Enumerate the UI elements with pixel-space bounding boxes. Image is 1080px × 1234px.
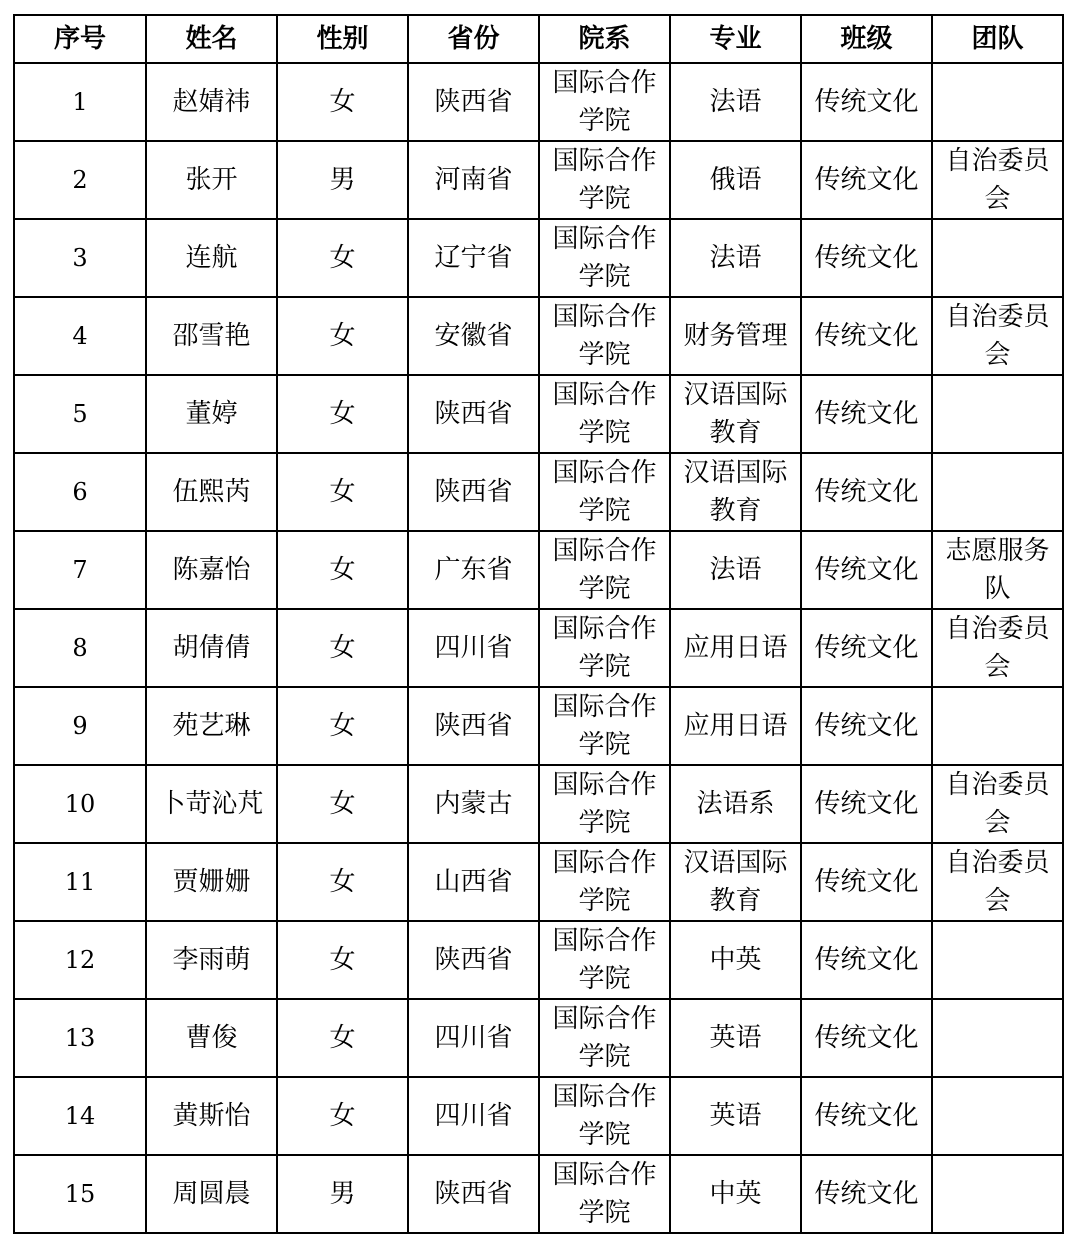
- cell-index: 7: [14, 531, 146, 609]
- cell-index: 10: [14, 765, 146, 843]
- cell-province: 陕西省: [408, 375, 539, 453]
- header-cell-province: 省份: [408, 15, 539, 63]
- cell-name: 周圆晨: [146, 1155, 277, 1233]
- cell-college: 国际合作学院: [539, 63, 670, 141]
- cell-team: [932, 219, 1063, 297]
- cell-province: 陕西省: [408, 1155, 539, 1233]
- cell-team: 自治委员会: [932, 843, 1063, 921]
- cell-index: 8: [14, 609, 146, 687]
- header-cell-name: 姓名: [146, 15, 277, 63]
- cell-index: 9: [14, 687, 146, 765]
- table-row: [14, 453, 1063, 531]
- cell-name: 伍熙芮: [146, 453, 277, 531]
- cell-team: [932, 999, 1063, 1077]
- cell-name: 张开: [146, 141, 277, 219]
- cell-gender: 女: [277, 297, 408, 375]
- header-cell-gender: 性别: [277, 15, 408, 63]
- cell-major: 法语: [670, 531, 801, 609]
- cell-team: 自治委员会: [932, 297, 1063, 375]
- cell-name: 董婷: [146, 375, 277, 453]
- cell-province: 四川省: [408, 609, 539, 687]
- header-cell-index: 序号: [14, 15, 146, 63]
- cell-major: 财务管理: [670, 297, 801, 375]
- cell-team: [932, 453, 1063, 531]
- cell-name: 贾姗姗: [146, 843, 277, 921]
- cell-college: 国际合作学院: [539, 765, 670, 843]
- cell-college: 国际合作学院: [539, 687, 670, 765]
- cell-index: 1: [14, 63, 146, 141]
- cell-name: 卜苛沁芃: [146, 765, 277, 843]
- table-row: [14, 843, 1063, 921]
- cell-class: 传统文化: [801, 63, 932, 141]
- cell-gender: 女: [277, 609, 408, 687]
- cell-name: 连航: [146, 219, 277, 297]
- table-row: [14, 687, 1063, 765]
- table-row: [14, 921, 1063, 999]
- cell-gender: 女: [277, 1077, 408, 1155]
- roster-table: [13, 14, 1064, 1234]
- table-row: [14, 531, 1063, 609]
- cell-college: 国际合作学院: [539, 141, 670, 219]
- cell-college: 国际合作学院: [539, 531, 670, 609]
- cell-college: 国际合作学院: [539, 921, 670, 999]
- cell-index: 15: [14, 1155, 146, 1233]
- cell-team: [932, 921, 1063, 999]
- cell-class: 传统文化: [801, 531, 932, 609]
- cell-class: 传统文化: [801, 141, 932, 219]
- cell-team: 自治委员会: [932, 141, 1063, 219]
- cell-province: 辽宁省: [408, 219, 539, 297]
- cell-province: 内蒙古: [408, 765, 539, 843]
- cell-name: 黄斯怡: [146, 1077, 277, 1155]
- cell-team: [932, 1077, 1063, 1155]
- cell-team: [932, 1155, 1063, 1233]
- cell-class: 传统文化: [801, 609, 932, 687]
- cell-team: [932, 687, 1063, 765]
- cell-index: 12: [14, 921, 146, 999]
- cell-class: 传统文化: [801, 219, 932, 297]
- cell-major: 中英: [670, 921, 801, 999]
- cell-major: 中英: [670, 1155, 801, 1233]
- cell-team: 自治委员会: [932, 765, 1063, 843]
- cell-index: 11: [14, 843, 146, 921]
- cell-gender: 女: [277, 219, 408, 297]
- table-row: [14, 297, 1063, 375]
- header-cell-major: 专业: [670, 15, 801, 63]
- cell-gender: 女: [277, 999, 408, 1077]
- cell-index: 2: [14, 141, 146, 219]
- cell-index: 13: [14, 999, 146, 1077]
- cell-major: 法语: [670, 219, 801, 297]
- cell-gender: 女: [277, 687, 408, 765]
- cell-college: 国际合作学院: [539, 1155, 670, 1233]
- cell-team: [932, 375, 1063, 453]
- table-row: [14, 141, 1063, 219]
- cell-province: 陕西省: [408, 63, 539, 141]
- cell-major: 应用日语: [670, 687, 801, 765]
- cell-major: 法语: [670, 63, 801, 141]
- cell-class: 传统文化: [801, 843, 932, 921]
- table-row: [14, 219, 1063, 297]
- cell-major: 汉语国际教育: [670, 453, 801, 531]
- table-row: [14, 1155, 1063, 1233]
- table-row: [14, 999, 1063, 1077]
- cell-major: 应用日语: [670, 609, 801, 687]
- cell-name: 陈嘉怡: [146, 531, 277, 609]
- cell-province: 广东省: [408, 531, 539, 609]
- cell-college: 国际合作学院: [539, 375, 670, 453]
- cell-gender: 女: [277, 765, 408, 843]
- cell-name: 李雨萌: [146, 921, 277, 999]
- cell-gender: 女: [277, 375, 408, 453]
- cell-major: 英语: [670, 999, 801, 1077]
- cell-class: 传统文化: [801, 375, 932, 453]
- cell-index: 4: [14, 297, 146, 375]
- table-row: [14, 63, 1063, 141]
- table-row: [14, 375, 1063, 453]
- table-row: [14, 609, 1063, 687]
- cell-team: 自治委员会: [932, 609, 1063, 687]
- cell-college: 国际合作学院: [539, 1077, 670, 1155]
- cell-gender: 女: [277, 843, 408, 921]
- roster-body: [14, 63, 1063, 1233]
- cell-major: 英语: [670, 1077, 801, 1155]
- cell-college: 国际合作学院: [539, 219, 670, 297]
- cell-province: 安徽省: [408, 297, 539, 375]
- cell-name: 苑艺琳: [146, 687, 277, 765]
- cell-class: 传统文化: [801, 921, 932, 999]
- cell-class: 传统文化: [801, 765, 932, 843]
- cell-gender: 女: [277, 453, 408, 531]
- cell-class: 传统文化: [801, 1077, 932, 1155]
- cell-province: 四川省: [408, 1077, 539, 1155]
- table-row: [14, 765, 1063, 843]
- cell-major: 汉语国际教育: [670, 843, 801, 921]
- cell-province: 四川省: [408, 999, 539, 1077]
- cell-gender: 女: [277, 531, 408, 609]
- cell-major: 俄语: [670, 141, 801, 219]
- cell-name: 曹俊: [146, 999, 277, 1077]
- cell-class: 传统文化: [801, 687, 932, 765]
- cell-college: 国际合作学院: [539, 609, 670, 687]
- cell-team: [932, 63, 1063, 141]
- cell-name: 邵雪艳: [146, 297, 277, 375]
- cell-class: 传统文化: [801, 453, 932, 531]
- cell-class: 传统文化: [801, 1155, 932, 1233]
- cell-index: 6: [14, 453, 146, 531]
- cell-name: 赵婧祎: [146, 63, 277, 141]
- cell-province: 河南省: [408, 141, 539, 219]
- cell-province: 陕西省: [408, 921, 539, 999]
- cell-major: 汉语国际教育: [670, 375, 801, 453]
- cell-college: 国际合作学院: [539, 843, 670, 921]
- cell-college: 国际合作学院: [539, 999, 670, 1077]
- header-cell-team: 团队: [932, 15, 1063, 63]
- cell-college: 国际合作学院: [539, 297, 670, 375]
- header-row: [14, 15, 1063, 63]
- cell-gender: 男: [277, 141, 408, 219]
- cell-college: 国际合作学院: [539, 453, 670, 531]
- cell-team: 志愿服务队: [932, 531, 1063, 609]
- header-cell-class: 班级: [801, 15, 932, 63]
- table-row: [14, 1077, 1063, 1155]
- cell-name: 胡倩倩: [146, 609, 277, 687]
- cell-province: 陕西省: [408, 453, 539, 531]
- cell-index: 14: [14, 1077, 146, 1155]
- cell-index: 5: [14, 375, 146, 453]
- header-cell-college: 院系: [539, 15, 670, 63]
- cell-province: 陕西省: [408, 687, 539, 765]
- cell-class: 传统文化: [801, 297, 932, 375]
- cell-province: 山西省: [408, 843, 539, 921]
- cell-index: 3: [14, 219, 146, 297]
- cell-class: 传统文化: [801, 999, 932, 1077]
- cell-gender: 女: [277, 63, 408, 141]
- cell-major: 法语系: [670, 765, 801, 843]
- cell-gender: 男: [277, 1155, 408, 1233]
- cell-gender: 女: [277, 921, 408, 999]
